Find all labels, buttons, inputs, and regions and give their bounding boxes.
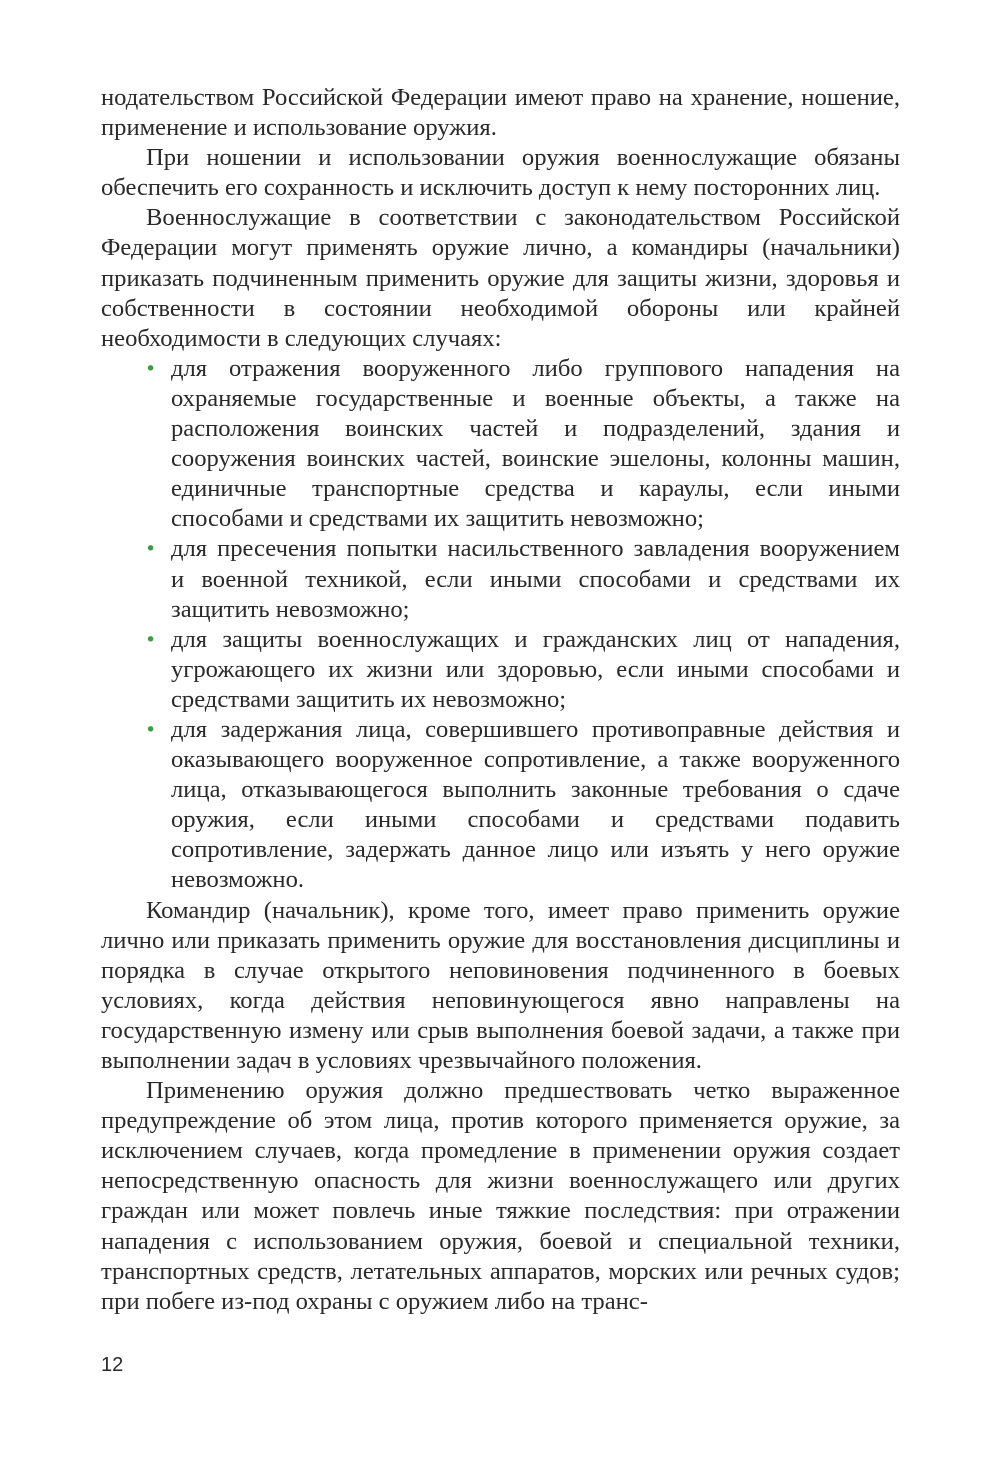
list-item-text: для задержания лица, совершившего противоправные действия и оказывающего вооруженное сопротивление, а также вооруженного лица, отказывающегося выполнить законные требования о сдаче оружия, если иными способами и средствами подавить сопротивление, задержать данное лицо или изъять у него оружие невозможно. [171, 715, 900, 894]
cases-list [101, 354, 900, 896]
list-item [145, 534, 900, 624]
paragraph-use-of-weapons: Военнослужащие в соответствии с законодательством Российской Федерации могут применять оружие лично, а командиры (начальники) приказать подчиненным применить оружие для защиты жизни, здоровья и собственности в состоянии необходимой обороны или крайней необходимости в следующих случаях: [101, 204, 900, 352]
bullet-dot-icon: • [145, 357, 157, 380]
list-item-text: для отражения вооруженного либо группового нападения на охраняемые государственные и военные объекты, а также на расположения воинских частей и подразделений, здания и сооружения воинских частей, воинские эшелоны, колонны машин, единичные транспортные средства и караулы, если иными способами и средствами их защитить невозможно; [171, 354, 900, 533]
paragraph-commander-rights: Командир (начальник), кроме того, имеет право применить оружие лично или приказать применить оружие для восстановления дисциплины и порядка в случае открытого неповиновения подчиненного в боевых условиях, когда действия неповинующегося явно направлены на государственную измену или срыв выполнения боевой задачи, а также при выполнении задач в условиях чрезвычайного положения. [101, 896, 900, 1074]
page-number: 12 [101, 1354, 124, 1376]
list-item [145, 625, 900, 715]
paragraph-warning: Применению оружия должно предшествовать четко выраженное предупреждение об этом лица, против которого применяется оружие, за исключением случаев, когда промедление в применении оружия создает непосредственную опасность для жизни военнослужащего или других граждан или может повлечь иные тяжкие последствия: при отражении нападения с использованием оружия, боевой и специальной техники, транспортных средств, летательных аппаратов, морских или речных судов; при побеге из-под охраны с оружием либо на транс- [101, 1077, 900, 1315]
bullet-dot-icon: • [145, 538, 157, 561]
list-item [145, 354, 900, 535]
list-item [145, 715, 900, 896]
bullet-dot-icon: • [145, 628, 157, 651]
list-item-text: для защиты военнослужащих и гражданских лиц от нападения, угрожающего их жизни или здоровью, если иными способами и средствами защитить их невозможно; [171, 625, 900, 713]
list-item-text: для пресечения попытки насильственного завладения вооружением и военной техникой, если иными способами и средствами их защитить невозможно; [171, 535, 900, 623]
page-text [101, 83, 900, 1317]
bullet-dot-icon: • [145, 718, 157, 741]
paragraph-continuation: нодательством Российской Федерации имеют право на хранение, ношение, применение и использование оружия. [101, 84, 900, 142]
paragraph-safekeeping: При ношении и использовании оружия военнослужащие обязаны обеспечить его сохранность и исключить доступ к нему посторонних лиц. [101, 144, 900, 202]
